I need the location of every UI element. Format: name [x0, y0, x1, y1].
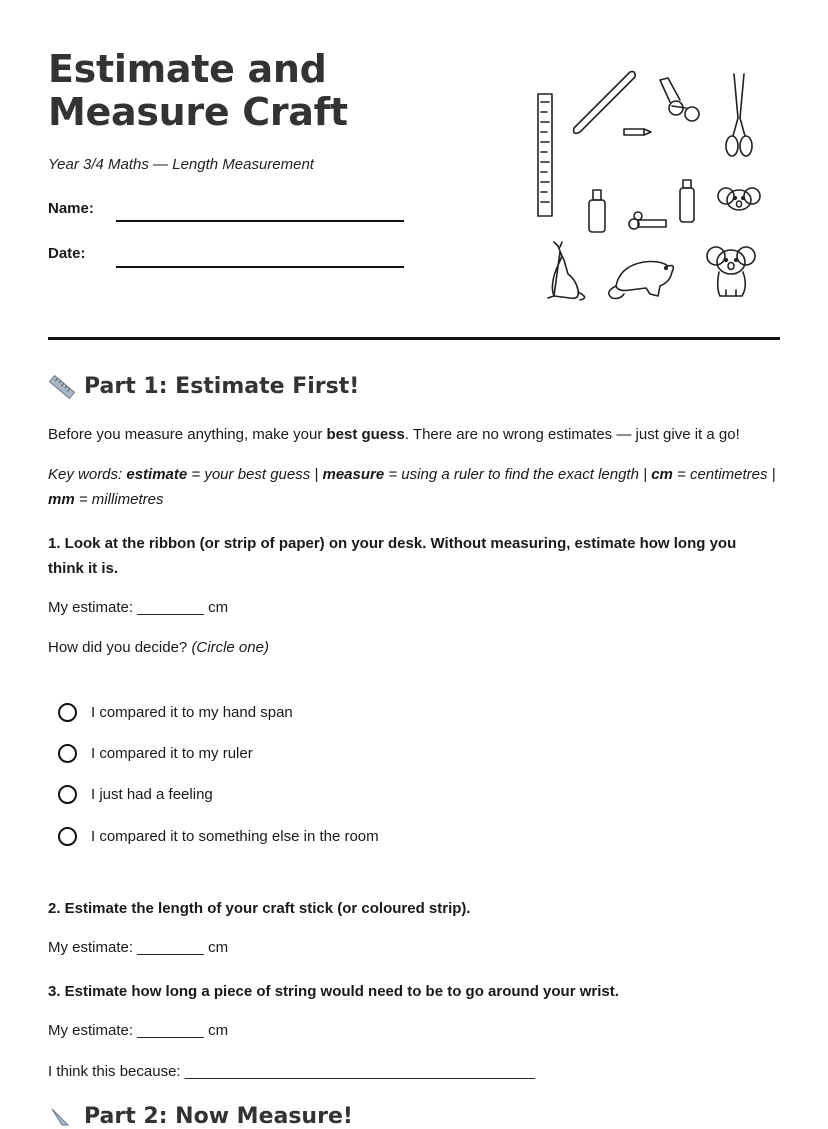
option-something-else[interactable]: I compared it to something else in the room [58, 827, 379, 846]
subtitle: Year 3/4 Maths — Length Measurement [48, 156, 314, 173]
glue-bottle-icon [589, 180, 694, 232]
estimate-1[interactable]: My estimate: ________ cm [48, 599, 229, 616]
name-field[interactable] [116, 220, 404, 222]
option-ruler[interactable]: I compared it to my ruler [58, 744, 253, 763]
craft-illustration [520, 60, 770, 310]
radio-circle[interactable] [58, 744, 77, 763]
koala-sitting-icon [707, 247, 755, 296]
ruler-icon [538, 94, 552, 216]
part1-heading-text: Part 1: Estimate First! [84, 374, 360, 399]
date-field[interactable] [116, 266, 404, 268]
craft-stick-icon [574, 72, 636, 134]
question-2: 2. Estimate the length of your craft stick (or coloured strip). [48, 900, 471, 917]
question-3: 3. Estimate how long a piece of string would need to be to go around your wrist. [48, 983, 619, 1000]
part2-heading-text: Part 2: Now Measure! [84, 1104, 353, 1129]
radio-circle[interactable] [58, 703, 77, 722]
radio-circle[interactable] [58, 827, 77, 846]
radio-circle[interactable] [58, 785, 77, 804]
pencil-icon [48, 1105, 76, 1129]
estimate-2[interactable]: My estimate: ________ cm [48, 939, 229, 956]
reason-line[interactable]: I think this because: __________________________________________ [48, 1063, 536, 1080]
ruler-icon [48, 375, 76, 399]
pencil-icon [624, 129, 651, 135]
option-hand-span[interactable]: I compared it to my hand span [58, 703, 293, 722]
name-label: Name: [48, 200, 94, 217]
quokka-icon [609, 262, 674, 299]
part1-heading [48, 374, 359, 399]
kangaroo-icon [548, 242, 585, 300]
page-title: Estimate and Measure Craft [48, 47, 348, 134]
part2-heading [48, 1104, 353, 1129]
date-label: Date: [48, 245, 86, 262]
option-feeling[interactable]: I just had a feeling [58, 785, 213, 804]
intro-text: Before you measure anything, make your best guess. There are no wrong estimates — just give it a go! [48, 426, 740, 443]
key-words: Key words: estimate = your best guess | measure = using a ruler to find the exact length | cm = centimetres | mm = millimetres [48, 466, 776, 508]
how-decide: How did you decide? (Circle one) [48, 639, 269, 656]
estimate-3[interactable]: My estimate: ________ cm [48, 1022, 229, 1039]
question-1: 1. Look at the ribbon (or strip of paper) on your desk. Without measuring, estimate how long you think it is. [48, 535, 737, 577]
tape-icon [629, 212, 666, 229]
koala-icon [718, 188, 760, 210]
scissors-icon-2 [726, 74, 752, 156]
scissors-icon [660, 78, 699, 121]
header-divider [48, 337, 780, 340]
